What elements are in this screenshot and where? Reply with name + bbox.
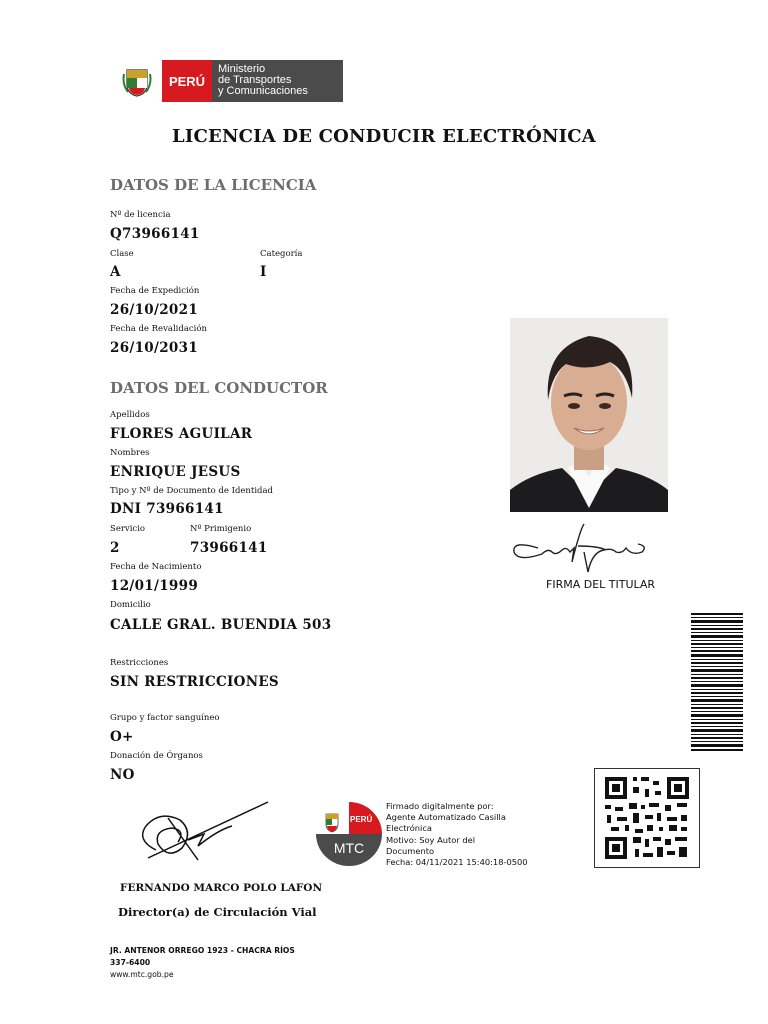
original-number: 73966141 [190,540,268,556]
coat-of-arms-icon [112,60,162,102]
director-name: FERNANDO MARCO POLO LAFON [120,882,323,894]
digital-signature-line-1: Firmado digitalmente por: [386,801,494,811]
issue-date: 26/10/2021 [110,302,199,318]
digital-signature-line-5: Documento [386,845,435,856]
digital-signature-line-4: Motivo: Soy Autor del [386,834,476,845]
birth-date-label: Fecha de Nacimiento [110,562,202,572]
address-label: Domicilio [110,600,151,610]
surname: FLORES AGUILAR [110,426,253,442]
peru-label: PERÚ [162,60,212,102]
qr-code [594,768,700,868]
digital-signature-line-2: Agente Automatizado Casilla [386,812,506,823]
organ-donation-label: Donación de Órganos [110,751,203,761]
names: ENRIQUE JESUS [110,464,241,480]
license-number-label: Nº de licencia [110,210,171,220]
original-number-label: Nº Primigenio [190,524,252,534]
ministry-line-1: Ministerio [218,63,266,75]
document-title: LICENCIA DE CONDUCIR ELECTRÓNICA [172,126,596,147]
director-signature [128,800,278,866]
address: CALLE GRAL. BUENDIA 503 [110,617,332,633]
ministry-line-2: de Transportes [218,74,292,86]
birth-date: 12/01/1999 [110,578,199,594]
names-label: Nombres [110,448,150,458]
ministry-name [212,60,343,102]
footer-website[interactable]: www.mtc.gob.pe [110,970,174,979]
category-value: I [260,264,267,280]
mtc-logo [112,60,343,102]
mtc-seal-acronym: MTC [333,840,365,856]
id-document-label: Tipo y Nº de Documento de Identidad [110,486,273,496]
digital-signature-info [386,801,536,868]
digital-signature-line-6: Fecha: 04/11/2021 15:40:18-0500 [386,857,528,868]
director-role: Director(a) de Circulación Vial [118,905,317,919]
digital-signature-line-3: Electrónica [386,823,432,834]
surname-label: Apellidos [110,410,150,420]
mtc-seal [316,802,382,866]
issue-date-label: Fecha de Expedición [110,286,200,296]
driver-section-heading: DATOS DEL CONDUCTOR [110,379,328,397]
service-value: 2 [110,540,120,556]
license-number: Q73966141 [110,226,200,242]
restrictions: SIN RESTRICCIONES [110,674,279,690]
holder-signature-label: FIRMA DEL TITULAR [546,578,656,591]
footer-phone: 337-6400 [110,958,151,967]
category-label: Categoría [260,249,303,259]
revalidation-date: 26/10/2031 [110,340,199,356]
service-label: Servicio [110,524,146,534]
license-section-heading: DATOS DE LA LICENCIA [110,176,317,194]
barcode [691,613,743,751]
revalidation-date-label: Fecha de Revalidación [110,324,207,334]
blood-type: O+ [110,729,134,745]
restrictions-label: Restricciones [110,658,169,668]
class-value: A [110,264,121,280]
organ-donation: NO [110,767,135,783]
blood-type-label: Grupo y factor sanguíneo [110,713,220,723]
mtc-seal-country: PERÚ [350,815,373,824]
holder-photo [510,318,668,512]
footer-address: JR. ANTENOR ORREGO 1923 - CHACRA RÍOS [110,946,295,955]
holder-signature [508,522,648,574]
id-document: DNI 73966141 [110,501,224,517]
ministry-line-3: y Comunicaciones [218,85,308,97]
class-label: Clase [110,249,134,259]
